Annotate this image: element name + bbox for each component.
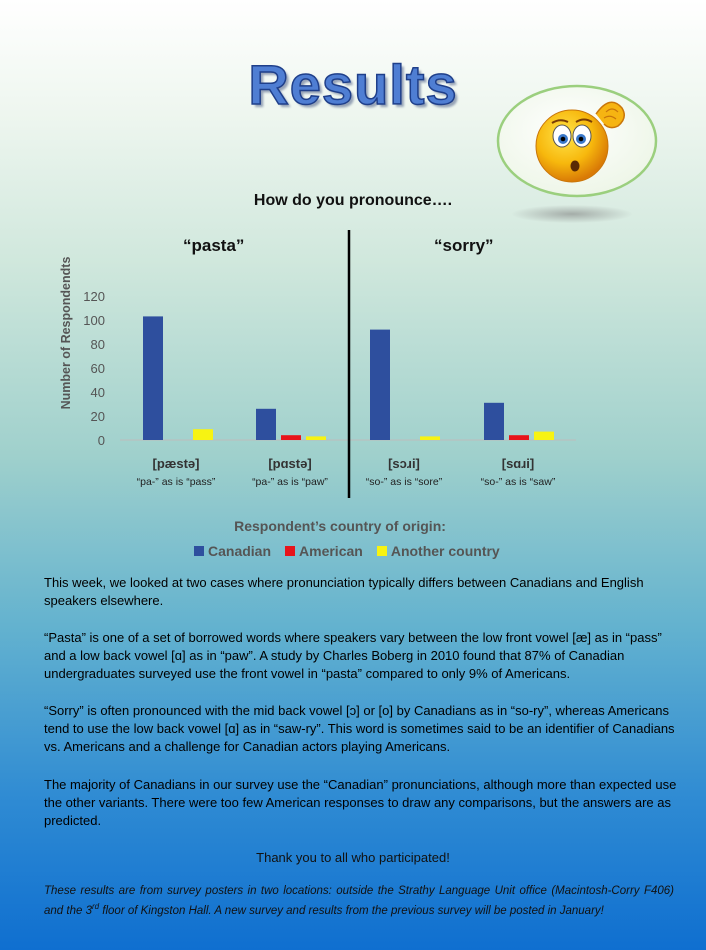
paragraph-sorry [44,702,678,756]
paragraph-text: “Sorry” is often pronounced with the mid back vowel [ɔ] or [o] by Canadians as in “so-ry”, whereas Americans tend to use the low back vowel [ɑ] as in “saw-ry”. This word is sometimes said to be an identifier of Canadians vs. Americans and a challenge for Canadian actors playing Americans. [44,703,675,754]
category-note: “pa-” as is “paw” [252,476,328,488]
legend-swatch [285,546,295,556]
category-note: “pa-” as is “pass” [136,476,216,488]
bar-canadian [484,403,504,440]
category-label: [pæstə] [152,456,200,471]
bar-canadian [370,330,390,440]
bar-another-country [420,436,440,440]
legend-label: American [299,543,363,559]
y-tick-label: 100 [83,313,105,328]
category-label: [sɑɹi] [501,456,535,471]
y-tick-label: 0 [97,433,105,448]
category-note: “so-” as is “sore” [365,476,443,488]
bar-canadian [143,316,163,440]
chart-legend [194,543,500,559]
y-tick-label: 40 [90,385,105,400]
bar-another-country [306,436,326,440]
thanks-line: Thank you to all who participated! [256,850,450,865]
paragraph-summary [44,776,678,830]
bar-american [281,435,301,440]
category-label: [pɑstə] [268,456,312,471]
footnote-text: These results are from survey posters in two locations: outside the Strathy Language Unit office (Macintosh-Corry F406) and the 3 [44,885,674,917]
bar-another-country [534,432,554,440]
category-note: “so-” as is “saw” [480,476,556,488]
bar-canadian [256,409,276,440]
paragraph-intro [44,574,678,610]
paragraph-text: The majority of Canadians in our survey use the “Canadian” pronunciations, although more than expected use the other variants. There were too few American responses to draw any comparisons, but the answers are as predicted. [44,777,677,828]
page-title: Results [248,53,458,116]
paragraph-pasta [44,629,678,683]
paragraph-text: “Pasta” is one of a set of borrowed words where speakers vary between the low front vowel [æ] as in “pass” and a low back vowel [ɑ] as in “paw”. A study by Charles Boberg in 2010 found that 87% of Canadian undergraduates surveyed use the front vowel in “pasta” compared to only 9% of Americans. [44,630,662,681]
y-tick-label: 60 [90,361,105,376]
y-axis-label: Number of Respondendts [59,256,73,410]
y-tick-label: 80 [90,337,105,352]
bar-american [509,435,529,440]
legend-item-another-country [377,543,500,559]
legend-label: Canadian [208,543,272,559]
footnote [44,883,674,919]
paragraph-text: This week, we looked at two cases where pronunciation typically differs between Canadians and English speakers elsewhere. [44,575,644,608]
chart-question: How do you pronounce…. [253,192,453,209]
legend-item-canadian [194,543,271,559]
y-tick-label: 20 [90,409,105,424]
bar-another-country [193,429,213,440]
legend-swatch [194,546,204,556]
footnote-superscript: rd [91,902,100,911]
legend-label: Another country [390,543,500,559]
footnote-text: floor of Kingston Hall. A new survey and results from the previous survey will be posted in January! [99,904,604,917]
legend-title: Respondent’s country of origin: [234,518,446,534]
confused-face-icon [496,84,658,198]
legend-item-american [285,543,363,559]
panel-title-pasta: “pasta” [183,236,245,255]
legend-swatch [377,546,387,556]
category-label: [sɔɹi] [388,456,420,471]
panel-title-sorry: “sorry” [434,236,494,255]
y-tick-label: 120 [83,289,105,304]
